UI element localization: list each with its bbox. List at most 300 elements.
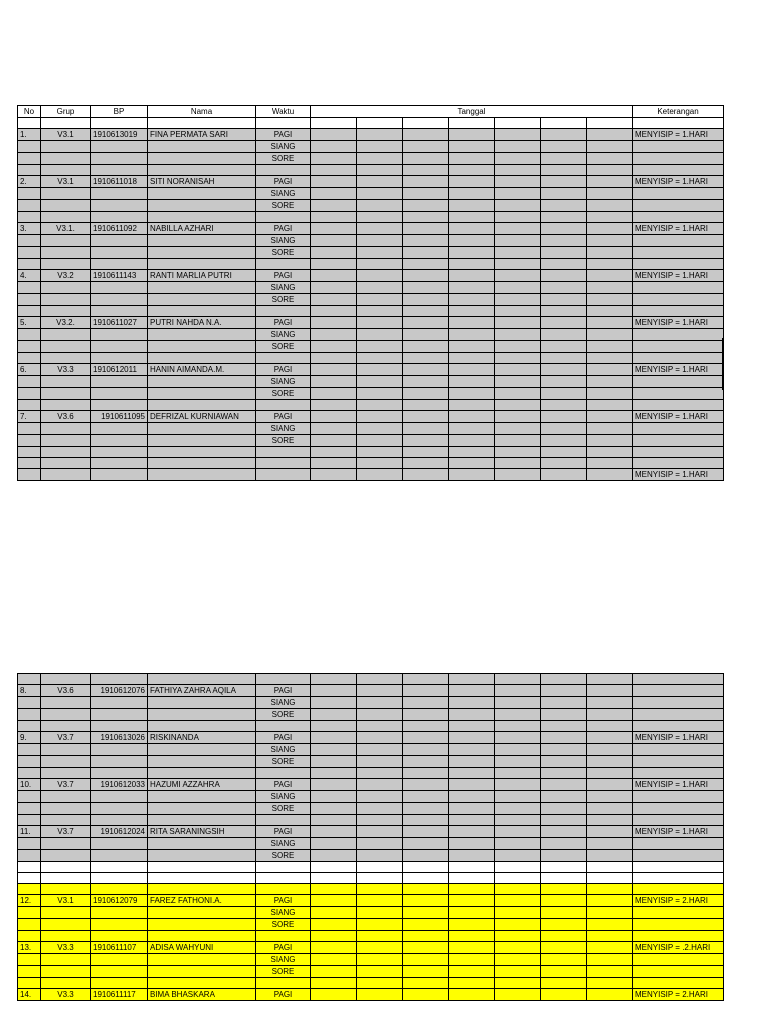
tanggal-cell[interactable] <box>311 685 357 697</box>
empty-cell[interactable] <box>633 709 724 721</box>
tanggal-cell[interactable] <box>357 919 403 931</box>
tanggal-cell[interactable] <box>495 791 541 803</box>
tanggal-cell[interactable] <box>357 791 403 803</box>
waktu-cell[interactable]: PAGI <box>256 129 311 141</box>
tanggal-cell[interactable] <box>587 803 633 815</box>
tanggal-cell[interactable] <box>403 388 449 400</box>
keterangan-cell[interactable]: MENYISIP = 2.HARI <box>633 895 724 907</box>
empty-cell[interactable] <box>449 469 495 481</box>
empty-cell[interactable] <box>256 400 311 411</box>
tanggal-cell[interactable] <box>495 966 541 978</box>
tanggal-cell[interactable] <box>311 188 357 200</box>
tanggal-cell[interactable] <box>587 411 633 423</box>
empty-cell[interactable] <box>587 400 633 411</box>
tanggal-cell[interactable] <box>357 895 403 907</box>
empty-cell[interactable] <box>403 815 449 826</box>
empty-cell[interactable] <box>148 815 256 826</box>
empty-cell[interactable] <box>495 721 541 732</box>
tanggal-cell[interactable] <box>495 411 541 423</box>
waktu-cell[interactable]: SORE <box>256 756 311 768</box>
empty-cell[interactable] <box>541 469 587 481</box>
empty-cell[interactable] <box>91 447 148 458</box>
empty-cell[interactable] <box>91 721 148 732</box>
tanggal-cell[interactable] <box>587 153 633 165</box>
empty-cell[interactable] <box>91 235 148 247</box>
keterangan-cell[interactable]: MENYISIP = 1.HARI <box>633 176 724 188</box>
tanggal-cell[interactable] <box>587 364 633 376</box>
tanggal-cell[interactable] <box>495 435 541 447</box>
empty-cell[interactable] <box>541 353 587 364</box>
nama-cell[interactable]: ADISA WAHYUNI <box>148 942 256 954</box>
empty-cell[interactable] <box>633 966 724 978</box>
bp-cell[interactable]: 1910612024 <box>91 826 148 838</box>
tanggal-cell[interactable] <box>403 803 449 815</box>
tanggal-cell[interactable] <box>541 907 587 919</box>
waktu-cell[interactable]: SIANG <box>256 744 311 756</box>
empty-cell[interactable] <box>256 353 311 364</box>
empty-cell[interactable] <box>41 884 91 895</box>
empty-cell[interactable] <box>91 400 148 411</box>
tanggal-cell[interactable] <box>357 779 403 791</box>
empty-cell[interactable] <box>91 768 148 779</box>
empty-cell[interactable] <box>41 978 91 989</box>
nama-cell[interactable]: FATHIYA ZAHRA AQILA <box>148 685 256 697</box>
empty-cell[interactable] <box>403 862 449 873</box>
tanggal-cell[interactable] <box>587 709 633 721</box>
empty-cell[interactable] <box>18 850 41 862</box>
empty-cell[interactable] <box>18 306 41 317</box>
tanggal-cell[interactable] <box>311 317 357 329</box>
tanggal-cell[interactable] <box>403 732 449 744</box>
empty-cell[interactable] <box>357 306 403 317</box>
empty-cell[interactable] <box>18 838 41 850</box>
empty-cell[interactable] <box>41 329 91 341</box>
empty-cell[interactable] <box>633 329 724 341</box>
tanggal-cell[interactable] <box>587 317 633 329</box>
tanggal-cell[interactable] <box>495 317 541 329</box>
tanggal-cell[interactable] <box>311 966 357 978</box>
tanggal-cell[interactable] <box>587 223 633 235</box>
tanggal-cell[interactable] <box>403 791 449 803</box>
waktu-cell[interactable]: SIANG <box>256 838 311 850</box>
waktu-cell[interactable]: SIANG <box>256 188 311 200</box>
waktu-cell[interactable]: PAGI <box>256 176 311 188</box>
empty-cell[interactable] <box>18 282 41 294</box>
empty-cell[interactable] <box>148 165 256 176</box>
tanggal-cell[interactable] <box>495 188 541 200</box>
empty-cell[interactable] <box>41 803 91 815</box>
tanggal-cell[interactable] <box>357 942 403 954</box>
empty-cell[interactable] <box>495 447 541 458</box>
tanggal-cell[interactable] <box>403 317 449 329</box>
empty-cell[interactable] <box>633 188 724 200</box>
empty-cell[interactable] <box>148 873 256 884</box>
empty-cell[interactable] <box>18 165 41 176</box>
tanggal-cell[interactable] <box>587 282 633 294</box>
tanggal-cell[interactable] <box>541 954 587 966</box>
tanggal-cell[interactable] <box>541 270 587 282</box>
nama-cell[interactable]: HAZUMI AZZAHRA <box>148 779 256 791</box>
empty-cell[interactable] <box>587 862 633 873</box>
bp-cell[interactable]: 1910611117 <box>91 989 148 1001</box>
tanggal-cell[interactable] <box>403 376 449 388</box>
tanggal-cell[interactable] <box>587 907 633 919</box>
tanggal-cell[interactable] <box>449 989 495 1001</box>
empty-cell[interactable] <box>495 674 541 685</box>
empty-cell[interactable] <box>18 329 41 341</box>
nama-cell[interactable]: HANIN AIMANDA.M. <box>148 364 256 376</box>
empty-cell[interactable] <box>18 768 41 779</box>
empty-cell[interactable] <box>633 447 724 458</box>
empty-cell[interactable] <box>18 247 41 259</box>
empty-cell[interactable] <box>18 294 41 306</box>
empty-cell[interactable] <box>18 353 41 364</box>
no-cell[interactable]: 1. <box>18 129 41 141</box>
empty-cell[interactable] <box>18 388 41 400</box>
empty-cell[interactable] <box>18 141 41 153</box>
empty-cell[interactable] <box>633 306 724 317</box>
nama-cell[interactable]: PUTRI NAHDA N.A. <box>148 317 256 329</box>
tanggal-cell[interactable] <box>541 411 587 423</box>
tanggal-cell[interactable] <box>449 907 495 919</box>
empty-cell[interactable] <box>633 200 724 212</box>
empty-cell[interactable] <box>41 815 91 826</box>
nama-cell[interactable]: RANTI MARLIA PUTRI <box>148 270 256 282</box>
tanggal-cell[interactable] <box>587 850 633 862</box>
tanggal-cell[interactable] <box>403 364 449 376</box>
empty-cell[interactable] <box>91 803 148 815</box>
empty-cell[interactable] <box>541 815 587 826</box>
tanggal-cell[interactable] <box>495 685 541 697</box>
empty-cell[interactable] <box>633 697 724 709</box>
tanggal-cell[interactable] <box>495 709 541 721</box>
tanggal-cell[interactable] <box>587 435 633 447</box>
empty-cell[interactable] <box>449 259 495 270</box>
empty-cell[interactable] <box>41 768 91 779</box>
empty-cell[interactable] <box>587 931 633 942</box>
empty-cell[interactable] <box>41 447 91 458</box>
nama-cell[interactable]: FAREZ FATHONI.A. <box>148 895 256 907</box>
empty-cell[interactable] <box>633 768 724 779</box>
empty-cell[interactable] <box>148 978 256 989</box>
tanggal-cell[interactable] <box>357 907 403 919</box>
empty-cell[interactable] <box>357 259 403 270</box>
empty-cell[interactable] <box>41 674 91 685</box>
empty-cell[interactable] <box>403 978 449 989</box>
empty-cell[interactable] <box>91 153 148 165</box>
tanggal-cell[interactable] <box>449 709 495 721</box>
empty-cell[interactable] <box>311 306 357 317</box>
empty-cell[interactable] <box>311 862 357 873</box>
tanggal-cell[interactable] <box>403 966 449 978</box>
tanggal-cell[interactable] <box>541 376 587 388</box>
tanggal-cell[interactable] <box>587 919 633 931</box>
empty-cell[interactable] <box>256 721 311 732</box>
tanggal-cell[interactable] <box>541 850 587 862</box>
waktu-cell[interactable]: PAGI <box>256 411 311 423</box>
tanggal-cell[interactable] <box>311 838 357 850</box>
tanggal-cell[interactable] <box>311 235 357 247</box>
tanggal-cell[interactable] <box>311 989 357 1001</box>
empty-cell[interactable] <box>148 294 256 306</box>
empty-cell[interactable] <box>633 674 724 685</box>
tanggal-cell[interactable] <box>403 153 449 165</box>
tanggal-cell[interactable] <box>403 989 449 1001</box>
empty-cell[interactable] <box>148 954 256 966</box>
empty-cell[interactable] <box>633 907 724 919</box>
empty-cell[interactable] <box>587 306 633 317</box>
empty-cell[interactable] <box>41 118 91 129</box>
empty-cell[interactable] <box>495 400 541 411</box>
empty-cell[interactable] <box>148 247 256 259</box>
empty-cell[interactable] <box>633 873 724 884</box>
tanggal-cell[interactable] <box>357 423 403 435</box>
empty-cell[interactable] <box>18 931 41 942</box>
empty-cell[interactable] <box>91 966 148 978</box>
tanggal-cell[interactable] <box>449 294 495 306</box>
empty-cell[interactable] <box>91 388 148 400</box>
tanggal-cell[interactable] <box>357 989 403 1001</box>
empty-cell[interactable] <box>633 259 724 270</box>
tanggal-cell[interactable] <box>357 954 403 966</box>
header-grup[interactable]: Grup <box>41 106 91 118</box>
bp-cell[interactable]: 1910611018 <box>91 176 148 188</box>
tanggal-cell[interactable] <box>357 838 403 850</box>
waktu-cell[interactable]: SIANG <box>256 329 311 341</box>
grup-cell[interactable]: V3.1 <box>41 176 91 188</box>
empty-cell[interactable] <box>633 744 724 756</box>
nama-cell[interactable]: SITI NORANISAH <box>148 176 256 188</box>
empty-cell[interactable] <box>41 954 91 966</box>
empty-cell[interactable] <box>256 306 311 317</box>
tanggal-cell[interactable] <box>541 756 587 768</box>
empty-cell[interactable] <box>148 400 256 411</box>
empty-cell[interactable] <box>633 458 724 469</box>
tanggal-cell[interactable] <box>311 779 357 791</box>
empty-cell[interactable] <box>357 212 403 223</box>
empty-cell[interactable] <box>91 850 148 862</box>
tanggal-cell[interactable] <box>403 294 449 306</box>
tanggal-cell[interactable] <box>587 423 633 435</box>
tanggal-cell[interactable] <box>449 176 495 188</box>
empty-cell[interactable] <box>357 884 403 895</box>
tanggal-cell[interactable] <box>449 697 495 709</box>
empty-cell[interactable] <box>633 978 724 989</box>
tanggal-cell[interactable] <box>403 223 449 235</box>
empty-cell[interactable] <box>41 791 91 803</box>
tanggal-cell[interactable] <box>403 141 449 153</box>
empty-cell[interactable] <box>495 978 541 989</box>
no-cell[interactable]: 5. <box>18 317 41 329</box>
waktu-cell[interactable]: SIANG <box>256 282 311 294</box>
keterangan-cell[interactable]: MENYISIP = 1.HARI <box>633 779 724 791</box>
empty-cell[interactable] <box>495 469 541 481</box>
keterangan-cell[interactable]: MENYISIP = 1.HARI <box>633 364 724 376</box>
tanggal-cell[interactable] <box>311 709 357 721</box>
empty-cell[interactable] <box>633 400 724 411</box>
tanggal-cell[interactable] <box>587 200 633 212</box>
waktu-cell[interactable]: SIANG <box>256 141 311 153</box>
tanggal-cell[interactable] <box>587 779 633 791</box>
empty-cell[interactable] <box>18 697 41 709</box>
empty-cell[interactable] <box>148 838 256 850</box>
tanggal-cell[interactable] <box>541 141 587 153</box>
tanggal-cell[interactable] <box>357 329 403 341</box>
empty-cell[interactable] <box>148 447 256 458</box>
tanggal-cell[interactable] <box>541 803 587 815</box>
tanggal-cell[interactable] <box>587 697 633 709</box>
tanggal-cell[interactable] <box>403 247 449 259</box>
tanggal-cell[interactable] <box>587 791 633 803</box>
waktu-cell[interactable]: SORE <box>256 200 311 212</box>
tanggal-cell[interactable] <box>403 838 449 850</box>
tanggal-cell[interactable] <box>403 685 449 697</box>
tanggal-cell[interactable] <box>495 838 541 850</box>
header-waktu[interactable]: Waktu <box>256 106 311 118</box>
tanggal-cell[interactable] <box>311 423 357 435</box>
tanggal-cell[interactable] <box>403 188 449 200</box>
tanggal-cell[interactable] <box>403 435 449 447</box>
empty-cell[interactable] <box>633 118 724 129</box>
empty-cell[interactable] <box>91 306 148 317</box>
tanggal-cell[interactable] <box>403 779 449 791</box>
empty-cell[interactable] <box>403 674 449 685</box>
tanggal-cell[interactable] <box>311 294 357 306</box>
tanggal-cell[interactable] <box>587 129 633 141</box>
empty-cell[interactable] <box>41 282 91 294</box>
keterangan-cell[interactable]: MENYISIP = .2.HARI <box>633 942 724 954</box>
empty-cell[interactable] <box>357 165 403 176</box>
empty-cell[interactable] <box>541 458 587 469</box>
grup-cell[interactable]: V3.7 <box>41 732 91 744</box>
empty-cell[interactable] <box>41 756 91 768</box>
tanggal-cell[interactable] <box>449 744 495 756</box>
tanggal-cell[interactable] <box>541 129 587 141</box>
waktu-cell[interactable]: SIANG <box>256 791 311 803</box>
tanggal-cell[interactable] <box>449 850 495 862</box>
no-cell[interactable]: 2. <box>18 176 41 188</box>
empty-cell[interactable] <box>18 235 41 247</box>
tanggal-cell[interactable] <box>449 954 495 966</box>
tanggal-cell[interactable] <box>495 907 541 919</box>
tanggal-cell[interactable] <box>357 388 403 400</box>
empty-cell[interactable] <box>449 768 495 779</box>
tanggal-cell[interactable] <box>403 423 449 435</box>
tanggal-cell[interactable] <box>587 942 633 954</box>
tanggal-cell[interactable] <box>495 697 541 709</box>
grup-cell[interactable]: V3.1 <box>41 895 91 907</box>
keterangan-cell[interactable]: MENYISIP = 1.HARI <box>633 469 724 481</box>
empty-cell[interactable] <box>311 259 357 270</box>
empty-cell[interactable] <box>18 674 41 685</box>
empty-cell[interactable] <box>18 978 41 989</box>
waktu-cell[interactable]: SIANG <box>256 376 311 388</box>
empty-cell[interactable] <box>403 873 449 884</box>
empty-cell[interactable] <box>256 884 311 895</box>
empty-cell[interactable] <box>256 259 311 270</box>
empty-cell[interactable] <box>18 756 41 768</box>
empty-cell[interactable] <box>541 259 587 270</box>
empty-cell[interactable] <box>311 165 357 176</box>
empty-cell[interactable] <box>18 919 41 931</box>
tanggal-cell[interactable] <box>449 376 495 388</box>
empty-cell[interactable] <box>18 188 41 200</box>
empty-cell[interactable] <box>41 165 91 176</box>
tanggal-cell[interactable] <box>541 744 587 756</box>
tanggal-cell[interactable] <box>495 423 541 435</box>
empty-cell[interactable] <box>541 873 587 884</box>
empty-cell[interactable] <box>587 118 633 129</box>
empty-cell[interactable] <box>495 768 541 779</box>
tanggal-cell[interactable] <box>541 388 587 400</box>
empty-cell[interactable] <box>41 862 91 873</box>
empty-cell[interactable] <box>587 212 633 223</box>
tanggal-cell[interactable] <box>449 756 495 768</box>
empty-cell[interactable] <box>148 153 256 165</box>
empty-cell[interactable] <box>541 306 587 317</box>
empty-cell[interactable] <box>256 978 311 989</box>
empty-cell[interactable] <box>403 400 449 411</box>
empty-cell[interactable] <box>587 458 633 469</box>
tanggal-cell[interactable] <box>587 838 633 850</box>
empty-cell[interactable] <box>91 884 148 895</box>
waktu-cell[interactable]: PAGI <box>256 989 311 1001</box>
empty-cell[interactable] <box>495 873 541 884</box>
empty-cell[interactable] <box>41 709 91 721</box>
empty-cell[interactable] <box>357 978 403 989</box>
empty-cell[interactable] <box>41 153 91 165</box>
empty-cell[interactable] <box>449 815 495 826</box>
bp-cell[interactable]: 1910612079 <box>91 895 148 907</box>
empty-cell[interactable] <box>41 931 91 942</box>
empty-cell[interactable] <box>18 862 41 873</box>
tanggal-cell[interactable] <box>495 388 541 400</box>
tanggal-cell[interactable] <box>495 756 541 768</box>
empty-cell[interactable] <box>148 966 256 978</box>
tanggal-cell[interactable] <box>311 756 357 768</box>
tanggal-cell[interactable] <box>495 200 541 212</box>
tanggal-cell[interactable] <box>403 176 449 188</box>
tanggal-cell[interactable] <box>357 223 403 235</box>
empty-cell[interactable] <box>18 469 41 481</box>
empty-cell[interactable] <box>91 282 148 294</box>
empty-cell[interactable] <box>495 353 541 364</box>
tanggal-cell[interactable] <box>587 376 633 388</box>
empty-cell[interactable] <box>357 118 403 129</box>
tanggal-cell[interactable] <box>311 329 357 341</box>
empty-cell[interactable] <box>587 259 633 270</box>
empty-cell[interactable] <box>311 469 357 481</box>
tanggal-cell[interactable] <box>403 129 449 141</box>
grup-cell[interactable]: V3.1 <box>41 129 91 141</box>
tanggal-cell[interactable] <box>357 803 403 815</box>
waktu-cell[interactable]: PAGI <box>256 732 311 744</box>
header-keterangan[interactable]: Keterangan <box>633 106 724 118</box>
tanggal-cell[interactable] <box>541 779 587 791</box>
empty-cell[interactable] <box>449 884 495 895</box>
no-cell[interactable]: 11. <box>18 826 41 838</box>
empty-cell[interactable] <box>148 376 256 388</box>
empty-cell[interactable] <box>18 721 41 732</box>
empty-cell[interactable] <box>256 165 311 176</box>
nama-cell[interactable]: DEFRIZAL KURNIAWAN <box>148 411 256 423</box>
empty-cell[interactable] <box>91 329 148 341</box>
tanggal-cell[interactable] <box>311 954 357 966</box>
empty-cell[interactable] <box>148 744 256 756</box>
waktu-cell[interactable]: SIANG <box>256 954 311 966</box>
tanggal-cell[interactable] <box>357 176 403 188</box>
empty-cell[interactable] <box>541 884 587 895</box>
